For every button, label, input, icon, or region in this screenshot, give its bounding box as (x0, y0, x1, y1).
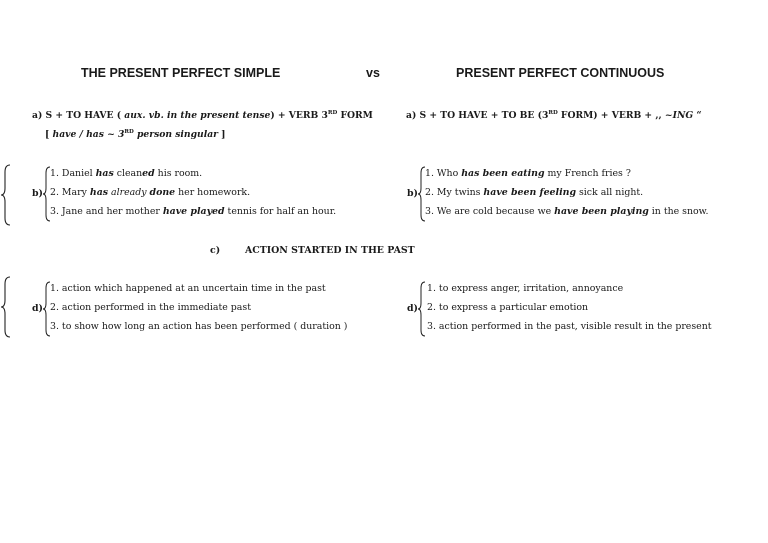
formula-text: ) + VERB 3 (270, 110, 328, 121)
example-verb: have been feeling (483, 187, 577, 198)
example-verb: have been playing (554, 206, 649, 217)
use-d-right-3: 3. action performed in the past, visible result in the present (427, 321, 712, 332)
brace-d-right-icon (417, 281, 427, 337)
example-text: sick all night. (576, 187, 644, 198)
example-text: my French fries ? (544, 168, 631, 179)
example-text: clean (113, 168, 143, 179)
formula-right (406, 110, 702, 121)
formula-text: ] (217, 129, 226, 140)
example-text: 2. My twins (425, 187, 484, 198)
example-b-right-1 (425, 168, 631, 179)
right-title: PRESENT PERFECT CONTINUOUS (456, 66, 665, 80)
example-b-left-1 (50, 168, 202, 179)
superscript: RD (327, 110, 338, 116)
example-text: 3. We are cold because we (425, 206, 555, 217)
superscript: RD (124, 129, 134, 135)
section-b-right-label: b) (407, 188, 418, 199)
example-text: 2. Mary (50, 187, 90, 198)
formula-text: FORM (337, 110, 373, 121)
example-text: 1. Who (425, 168, 462, 179)
formula-italic: aux. vb. in the present tense (124, 110, 271, 121)
example-verb: has (95, 168, 114, 179)
formula-text: “ (693, 110, 702, 121)
section-d-right-label: d) (407, 303, 418, 314)
section-d-left-label: d) (32, 303, 43, 314)
example-text: her homework. (175, 187, 251, 198)
vs-label: vs (366, 66, 380, 80)
formula-text: a) S + TO HAVE + TO BE (3 (406, 110, 549, 121)
section-b-left-label: b) (32, 188, 43, 199)
example-verb: has (89, 187, 109, 198)
example-text: 1. Daniel (50, 168, 96, 179)
example-verb: has been eating (461, 168, 545, 179)
example-b-right-3 (425, 206, 709, 217)
formula-italic: ING (672, 110, 694, 121)
example-verb: ed (142, 168, 155, 179)
use-d-right-2: 2. to express a particular emotion (427, 302, 589, 313)
edge-brace-d-icon (0, 276, 12, 338)
example-text: 3. Jane and her mother (50, 206, 163, 217)
formula-text: [ (45, 129, 53, 140)
example-text: his room. (154, 168, 203, 179)
left-title: THE PRESENT PERFECT SIMPLE (81, 66, 281, 80)
example-adverb: already (111, 187, 147, 198)
example-text: tennis for half an hour. (224, 206, 337, 217)
example-verb: have played (162, 206, 225, 217)
formula-italic: person singular (133, 129, 218, 140)
use-d-left-3: 3. to show how long an action has been performed ( duration ) (50, 321, 348, 332)
formula-text: a) S + TO HAVE ( (32, 110, 125, 121)
example-b-left-3 (50, 206, 336, 217)
use-d-left-2: 2. action performed in the immediate past (50, 302, 251, 313)
formula-text: FORM) + VERB + ,, ~ (557, 110, 673, 121)
formula-left-line1 (32, 110, 373, 121)
superscript: RD (548, 110, 558, 116)
example-verb: done (149, 187, 176, 198)
example-b-left-2 (50, 187, 250, 198)
edge-brace-b-icon (0, 164, 12, 226)
example-text: in the snow. (648, 206, 709, 217)
formula-left-line2 (45, 129, 226, 140)
use-d-left-1: 1. action which happened at an uncertain time in the past (50, 283, 326, 294)
formula-italic: have / has ~ 3 (52, 129, 125, 140)
use-d-right-1: 1. to express anger, irritation, annoyance (427, 283, 624, 294)
example-b-right-2 (425, 187, 643, 198)
section-c-label: c) (210, 245, 221, 256)
section-c-text: ACTION STARTED IN THE PAST (245, 245, 415, 256)
